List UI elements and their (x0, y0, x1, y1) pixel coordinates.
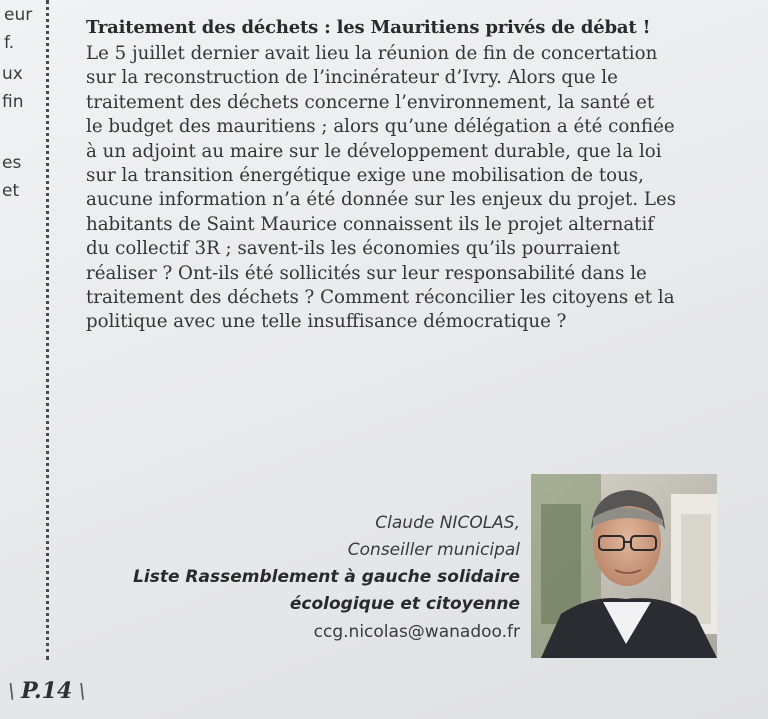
body-line: réaliser ? Ont-ils été sollicités sur leur responsabilité dans le (86, 262, 647, 284)
fragment-text: et (2, 181, 20, 201)
article (86, 16, 726, 335)
portrait-image (531, 474, 717, 658)
body-line: aucune information n’a été donnée sur les enjeux du projet. Les (86, 189, 677, 211)
author-name: Claude NICOLAS, (375, 513, 520, 533)
page-folio (8, 678, 85, 704)
body-line: politique avec une telle insuffisance démocratique ? (86, 311, 567, 333)
page-number: P.14 (21, 678, 73, 704)
body-line: habitants de Saint Maurice connaissent ils le projet alternatif (86, 213, 655, 235)
body-line: à un adjoint au maire sur le développement durable, que la loi (86, 140, 662, 162)
fragment-text: f. (4, 33, 15, 53)
article-body (86, 42, 726, 335)
fragment-text: fin (2, 92, 24, 112)
body-line: du collectif 3R ; savent-ils les économies qu’ils pourraient (86, 238, 620, 260)
author-photo (531, 474, 717, 658)
fragment-text: eur (4, 5, 33, 25)
body-line: Le 5 juillet dernier avait lieu la réunion de fin de concertation (86, 43, 658, 64)
folio-bar-left: \ (8, 679, 15, 703)
fragment-text: es (2, 153, 22, 173)
author-signature (133, 510, 520, 646)
dotted-column-divider (46, 0, 49, 660)
article-headline: Traitement des déchets : les Mauritiens privés de débat ! (86, 17, 651, 38)
body-line: traitement des déchets ? Comment réconcilier les citoyens et la (86, 287, 675, 309)
folio-bar-right: \ (78, 679, 86, 703)
author-list-name: Liste Rassemblement à gauche solidaire (133, 567, 520, 587)
author-email[interactable]: ccg.nicolas@wanadoo.fr (313, 622, 520, 642)
author-role: Conseiller municipal (347, 540, 520, 560)
body-line: sur la transition énergétique exige une mobilisation de tous, (86, 165, 644, 187)
author-list-name-cont: écologique et citoyenne (289, 594, 520, 614)
body-line: le budget des mauritiens ; alors qu’une délégation a été confiée (86, 116, 675, 138)
body-line: sur la reconstruction de l’incinérateur d’Ivry. Alors que le (86, 67, 618, 89)
body-line: traitement des déchets concerne l’environnement, la santé et (86, 91, 655, 113)
fragment-text: ux (2, 64, 23, 84)
